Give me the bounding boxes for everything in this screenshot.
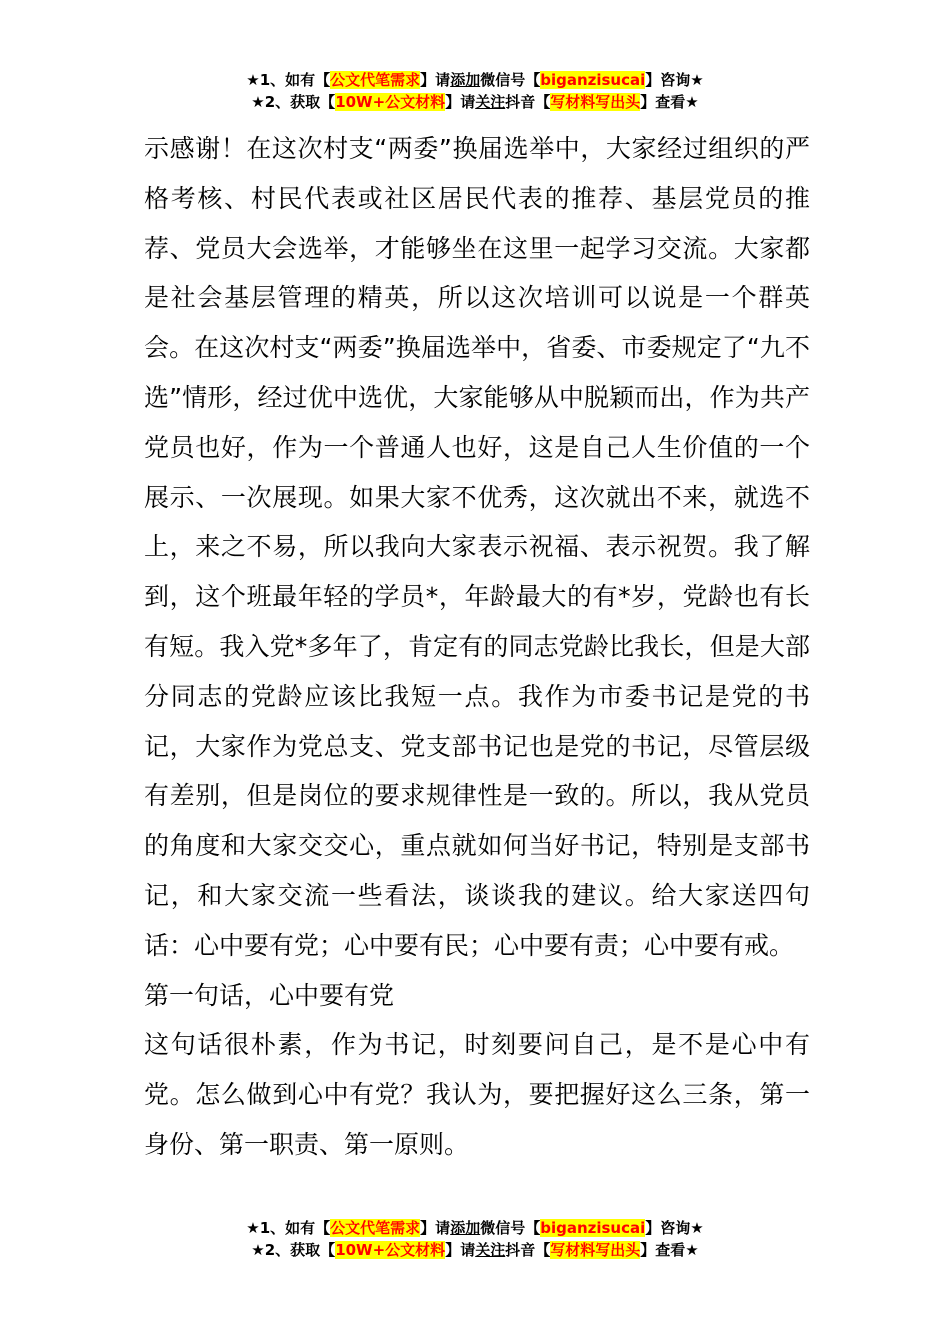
highlight-ghostwriting: 公文代笔需求 xyxy=(330,1219,421,1237)
highlight-materials: 10W+公文材料 xyxy=(335,93,446,111)
highlight-douyin-account: 写材料写出头 xyxy=(550,93,641,111)
highlight-ghostwriting: 公文代笔需求 xyxy=(330,71,421,89)
promo-banner-top xyxy=(0,69,950,113)
highlight-wechat-id: biganzisucai xyxy=(540,71,646,89)
highlight-douyin-account: 写材料写出头 xyxy=(550,1241,641,1259)
promo-line-2: ★2、获取【10W+公文材料】请关注抖音【写材料写出头】查看★ xyxy=(251,1241,699,1259)
promo-line-1: ★1、如有【公文代笔需求】请添加微信号【biganzisucai】咨询★ xyxy=(246,1219,704,1237)
promo-line-1: ★1、如有【公文代笔需求】请添加微信号【biganzisucai】咨询★ xyxy=(246,71,704,89)
highlight-materials: 10W+公文材料 xyxy=(335,1241,446,1259)
highlight-wechat-id: biganzisucai xyxy=(540,1219,646,1237)
body-paragraph-1: 示感谢！在这次村支“两委”换届选举中，大家经过组织的严格考核、村民代表或社区居民代表的推荐、基层党员的推荐、党员大会选举，才能够坐在这里一起学习交流。大家都是社会基层管理的精英，所以这次培训可以说是一个群英会。在这次村支“两委”换届选举中，省委、市委规定了“九不选”情形，经过优中选优，大家能够从中脱颖而出，作为共产党员也好，作为一个普通人也好，这是自己人生价值的一个展示、一次展现。如果大家不优秀，这次就出不来，就选不上，来之不易，所以我向大家表示祝福、表示祝贺。我了解到，这个班最年轻的学员*，年龄最大的有*岁，党龄也有长有短。我入党*多年了，肯定有的同志党龄比我长，但是大部分同志的党龄应该比我短一点。我作为市委书记是党的书记，大家作为党总支、党支部书记也是党的书记，尽管层级有差别，但是岗位的要求规律性是一致的。所以，我从党员的角度和大家交交心，重点就如何当好书记，特别是支部书记，和大家交流一些看法，谈谈我的建议。给大家送四句话：心中要有党；心中要有民；心中要有责；心中要有戒。 xyxy=(144,134,810,960)
body-paragraph-2: 这句话很朴素，作为书记，时刻要问自己，是不是心中有党。怎么做到心中有党？我认为，要把握好这么三条，第一身份、第一职责、第一原则。 xyxy=(144,1030,810,1159)
section-heading-1: 第一句话，心中要有党 xyxy=(144,980,395,1010)
promo-banner-bottom xyxy=(0,1217,950,1261)
promo-line-2: ★2、获取【10W+公文材料】请关注抖音【写材料写出头】查看★ xyxy=(251,93,699,111)
document-body xyxy=(144,124,810,1170)
